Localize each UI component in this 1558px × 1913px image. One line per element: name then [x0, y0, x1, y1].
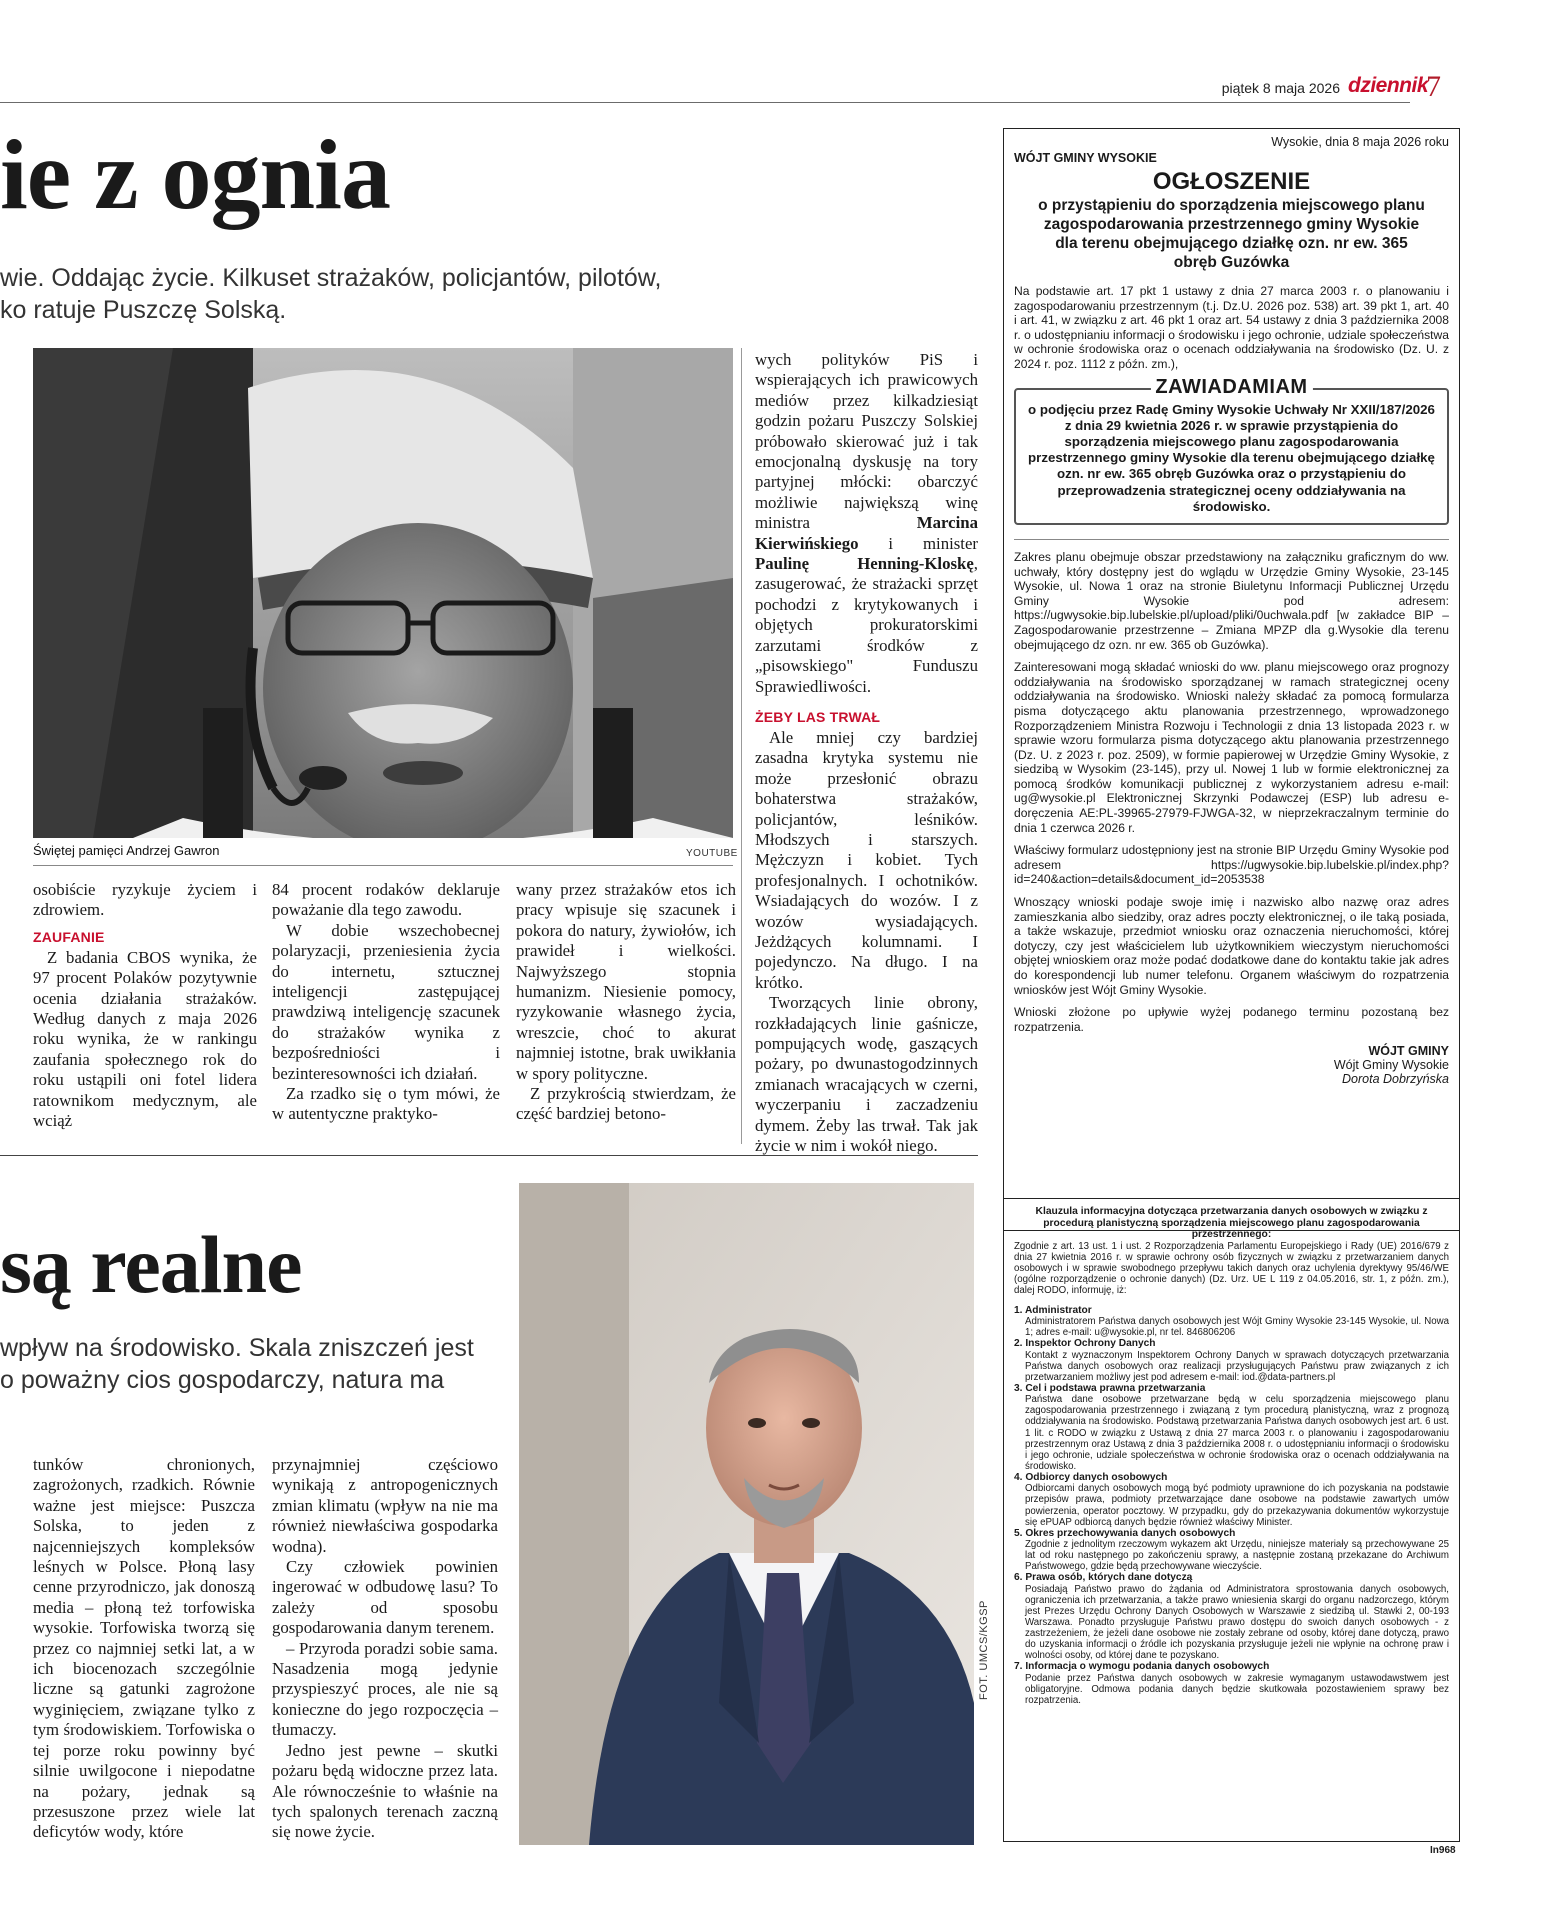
article1-deck-line2: ko ratuje Puszczę Solską. [0, 296, 287, 324]
article1-column-1 [33, 880, 257, 1131]
notice-para3: Właściwy formularz udostępniony jest na stronie BIP Urzędu Gminy Wysokie pod adresem https://ugwysokie.bip.lubelskie.pl/index.php?id=240&action=details&document_id=2053538 [1014, 843, 1449, 887]
article2-deck-line2: o poważny cios gospodarczy, natura ma [0, 1366, 445, 1394]
article1-col3-para2: Z przykrością stwierdzam, że część bardziej betono- [516, 1084, 736, 1124]
article2-deck-line1: wpływ na środowisko. Skala zniszczeń jest [0, 1334, 474, 1362]
notice-box [1014, 375, 1449, 525]
article2-headline: są realne [0, 1219, 302, 1310]
rodo-item-heading: 5. Okres przechowywania danych osobowych [1014, 1527, 1236, 1539]
article2-col2-para2: Czy człowiek powinien ingerować w odbudowę lasu? To zależy od sposobu gospodarowania danym terenem. [272, 1557, 498, 1638]
rodo-item-text: Państwa dane osobowe przetwarzane będą w celu sporządzenia miejscowego planu zagospodarowania przestrzennego i związaną z tym procedurą planistyczną, wraz z prognozą oddziaływania na środowisko. Podstawą przetwarzania Państwa danych osobowych jest art. 6 ust. 1 lit. c RODO w związku z Ustawą z dnia 27 marca 2003 r. o planowaniu i zagospodarowaniu przestrzennym oraz Ustawą z dnia 3 października 2008 r. o udostępnianiu informacji o środowisku i jego ochronie, udziale społeczeństwa w ochronie środowiska oraz o ocenach oddziaływania na środowisko. [1025, 1394, 1449, 1472]
notice-signature-name: Dorota Dobrzyńska [1342, 1072, 1449, 1087]
rodo-item-text: Posiadają Państwo prawo do żądania od Administratora sprostowania danych osobowych, ograniczenia ich przetwarzania, a także prawo wniesienia skargi do organu nadzorczego, którym jest Prezes Urzędu Ochrony Danych Osobowych w Warszawie z siedzibą ul. Stawki 2, 00-193 Warszawa. Ponadto przysługuje Państwu prawo dostępu do swoich danych osobowych - z zastrzeżeniem, że jeżeli dane osobowe nie zostały zebrane od osoby, której dane dotyczą, prawo do uzyskania informacji o źródle ich pozyskania przysługuje jeżeli nie wpłynie na ochronę praw i wolności osoby, od której dane te pozyskano. [1025, 1583, 1449, 1662]
ad-code: In968 [1430, 1845, 1456, 1856]
rodo-item-heading: 2. Inspektor Ochrony Danych [1014, 1338, 1156, 1350]
article2-column-2 [272, 1455, 498, 1843]
notice-para1: Zakres planu obejmuje obszar przedstawiony na załączniku graficznym do ww. uchwały, który dostępny jest do wglądu w Urzędzie Gminy Wysokie, 23-145 Wysokie, ul. Nowa 1 oraz na stronie Biuletynu Informacji Publicznej Urzędu Gminy Wysokie pod adresem: https://ugwysokie.bip.lubelskie.pl/upload/pliki/0uchwala.pdf [w zakładce BIP – Zagospodarowanie przestrzenne – Zmiana MPZP dla g.Wysokie dla terenu obejmującego dz ozn. nr ew. 365 ob Guzówka). [1014, 549, 1449, 652]
article1-col4-text3: , zasugerować, że strażacki sprzęt pochodzi z krytykowanych i objętych prokuratorskimi zarzutami środków z „pisowskiego" Funduszu Sprawiedliwości. [755, 554, 978, 696]
notice-signature-title: WÓJT GMINY [1368, 1044, 1449, 1059]
column-divider [741, 348, 742, 1144]
photo-caption: Świętej pamięci Andrzej Gawron [33, 843, 220, 858]
rodo-clause [1003, 1198, 1460, 1842]
firefighter-photo [33, 348, 733, 838]
rodo-item-heading: 7. Informacja o wymogu podania danych osobowych [1014, 1661, 1270, 1673]
article1-col3-para1: wany przez strażaków etos ich pracy wpisuje się szacunek i pokora do natury, żywiołów, ich prawideł i wielkości. Najwyższego stopnia humanizm. Niesienie pomocy, ryzykowanie własnego życia, wreszcie, choć to akurat najmniej istotne, brak uwikłania w spory polityczne. [516, 880, 736, 1083]
firefighter-photo-image [33, 348, 733, 838]
article1-column-2 [272, 880, 500, 1125]
notice-box-text: o podjęciu przez Radę Gminy Wysokie Uchwały Nr XXII/187/2026 z dnia 29 kwietnia 2026 r. w sprawie przystąpienia do sporządzenia miejscowego planu zagospodarowania przestrzennego gminy Wysokie dla terenu obejmującego działkę ozn. nr ew. 365 obręb Guzówka oraz o przystąpieniu do przeprowadzenia strategicznej oceny oddziaływania na środowisko. [1028, 401, 1435, 514]
notice-para4: Wnoszący wnioski podaje swoje imię i nazwisko albo nazwę oraz adres zamieszkania albo siedziby, oraz adres poczty elektronicznej, o ile taką posiada, a także wskazuje, przedmiot wniosku oraz oznaczenia nieruchomości, której dotyczy, czy jest właścicielem lub użytkownikiem wieczystym nieruchomości objętej wnioskiem oraz może podać dodatkowe dane do kontaktu takie jak adres do korespondencji lub numer telefonu. Organem właściwym do rozpatrzenia wniosków jest Wójt Gminy Wysokie. [1014, 895, 1449, 997]
article2-column-1 [33, 1455, 255, 1843]
rodo-intro: Zgodnie z art. 13 ust. 1 i ust. 2 Rozporządzenia Parlamentu Europejskiego i Rady (UE) 2016/679 z dnia 27 kwietnia 2016 r. w sprawie ochrony osób fizycznych w związku z przetwarzaniem danych osobowych i w sprawie swobodnego przepływu takich danych oraz uchylenia dyrektywy 95/46/WE (ogólne rozporządzenie o ochronie danych) (Dz. Urz. UE L 119 z 04.05.2016, str. 1, z późn. zm.), dalej RODO, informuję, iż: [1014, 1241, 1449, 1297]
article2-col2-para3: – Przyroda poradzi sobie sama. Nasadzenia mogą jedynie przyspieszyć proces, ale nie są konieczne do jego rozpoczęcia – tłumaczy. [272, 1638, 498, 1740]
article1-col4-para2: Ale mniej czy bardziej zasadna krytyka systemu nie może przesłonić obrazu bohaterstwa strażaków, policjantów, leśników. Młodszych i starszych. Mężczyzn i kobiet. Tych profesjonalnych. I ochotników. Wsiadających do wozów. I z wozów wysiadających. Jeżdżących kolumnami. I pojedynczo. Na długo. I na krótko. [755, 727, 978, 992]
caption-rule [33, 865, 733, 866]
rodo-item-heading: 3. Cel i podstawa prawna przetwarzania [1014, 1382, 1206, 1394]
rodo-item-text: Administratorem Państwa danych osobowych jest Wójt Gminy Wysokie 23-145 Wysokie, ul. Nowa 1; adres e-mail: u@wysokie.pl, nr tel. 846806206 [1025, 1315, 1449, 1339]
article1-col4-text1: wych polityków PiS i wspierających ich prawicowych mediów przez kilkadziesiąt godzin pożaru Puszczy Solskiej próbowało skierować już i tak emocjonalną dyskusję na tory partyjnej młócki: obarczyć możliwie największą winę ministra [755, 350, 978, 533]
header-rule [0, 102, 1410, 103]
page-number: 7 [1426, 70, 1441, 103]
notice-intro: Na podstawie art. 17 pkt 1 ustawy z dnia 27 marca 2003 r. o planowaniu i zagospodarowaniu przestrzennym (t.j. Dz.U. 2026 poz. 538) art. 39 pkt 1, art. 40 i art. 41, w związku z art. 46 pkt 1 oraz art. 54 ustawy z dnia 3 października 2008 r. o udostępnianiu informacji o środowisku i jego ochronie, udziale społeczeństwa w ochronie środowiska oraz o ocenach oddziaływania na środowisko (Dz. U. z 2024 r. poz. 1112 z późn. zm.), [1014, 284, 1449, 371]
rodo-item-text: Kontakt z wyznaczonym Inspektorem Ochrony Danych w sprawach dotyczących przetwarzania Państwa danych osobowych oraz realizacji przysługujących Państwu praw związanych z ich przetwarzaniem możliwy jest pod adresem e-mail: iod.@data-partners.pl [1025, 1349, 1449, 1383]
public-notice [1003, 128, 1460, 1231]
article2-col2-para1: przynajmniej częściowo wynikają z antropogenicznych zmian klimatu (wpływ na nie ma również niewłaściwa gospodarka wodna). [272, 1455, 498, 1556]
expert-photo [519, 1183, 974, 1845]
article1-col4-name1: Marcina Kierwińskiego [755, 513, 978, 553]
newspaper-logo: dziennik [1348, 74, 1429, 97]
article1-col4-name2: Paulinę Henning-Kloskę [755, 554, 974, 574]
notice-subtitle: o przystąpieniu do sporządzenia miejscowego planu zagospodarowania przestrzennego gminy Wysokie dla terenu obejmującego działkę ozn. nr ew. 365 obręb Guzówka [1038, 197, 1425, 271]
article1-col2-para1: 84 procent rodaków deklaruje poważanie dla tego zawodu. [272, 880, 500, 920]
article-separator [0, 1155, 978, 1156]
notice-signature-role: Wójt Gminy Wysokie [1333, 1058, 1449, 1073]
rodo-item-heading: 1. Administrator [1014, 1304, 1092, 1316]
notice-divider [1014, 539, 1449, 540]
rodo-item-text: Odbiorcami danych osobowych mogą być podmioty uprawnione do ich pozyskania na podstawie przepisów prawa, podmioty przetwarzające dane osobowe na podstawie zawartych umów powierzenia, operator pocztowy. W przypadku, gdy do przekazywania dokumentów wykorzystuje się ePUAP odbiorcą danych będzie również właściwy Minister. [1025, 1483, 1449, 1528]
article2-col1-para1: tunków chronionych, zagrożonych, rzadkich. Równie ważne jest miejsce: Puszcza Solska, to jeden z najcenniejszych kompleksów leśnych w Polsce. Płoną lasy cenne przyrodniczo, jak donoszą media – płoną też torfowiska wysokie. Torfowiska tworzą się przez co najmniej setki lat, a w ich biocenozach szczególnie liczne są gatunki zagrożone wyginięciem, związane tylko z tym środowiskiem. Torfowiska o tej porze roku powinny być silnie uwilgocone i niepodatne na pożary, jednak są przesuszone przez wiele lat deficytów wody, które [33, 1455, 255, 1842]
issue-date: piątek 8 maja 2026 [1221, 80, 1340, 96]
article1-col4-para3: Tworzących linie obrony, rozkładających linie gaśnicze, pompujących wodę, gaszących pożary, po dwunastogodzinnych zmianach wracających w czerni, wyczerpaniu i zaczadzeniu dymem. Żeby las trwał. Tak jak życie w nim i wokół niego. [755, 993, 978, 1156]
article1-column-3 [516, 880, 736, 1125]
rodo-item-heading: 4. Odbiorcy danych osobowych [1014, 1471, 1168, 1483]
notice-para2: Zainteresowani mogą składać wnioski do ww. planu miejscowego oraz prognozy oddziaływania na środowisko sporządzanej w ramach strategicznej oceny oddziaływania na środowisko. Wnioski należy składać za pomocą formularza pisma dotyczącego aktu planowania przestrzennego, wprowadzonego Rozporządzeniem Ministra Rozwoju i Technologii z dnia 13 listopada 2023 r. w sprawie wzoru formularza pisma dotyczącego aktu planowania przestrzennego (Dz. U. z 2023 r. poz. 2509), w formie papierowej w Urzędzie Gminy Wysokie, z siedzibą w Wysokim (23-145), przy ul. Nowej 1 lub w formie elektronicznej za pomocą środków komunikacji publicznej z wykorzystaniem adresu e-mail: ug@wysokie.pl Elektronicznej Skrzynki Podawczej (ESP) lub adresu e-doręczenia AE:PL-39965-27979-FJWGA-32, w nieprzekraczalnym terminie do dnia 1 czerwca 2026 r. [1014, 660, 1449, 835]
article1-col4-text2: i minister [858, 533, 978, 553]
notice-box-heading: ZAWIADAMIAM [1150, 376, 1312, 399]
rodo-item-text: Podanie przez Państwa danych osobowych w zakresie wymaganym ustawodawstwem jest obligatoryjne. Odmowa podania danych będzie skutkowała pozostawieniem sprawy bez rozpatrzenia. [1025, 1672, 1449, 1707]
rodo-list [1014, 1305, 1449, 1707]
article1-deck-line1: wie. Oddając życie. Kilkuset strażaków, policjantów, pilotów, [0, 264, 662, 292]
rodo-title: Klauzula informacyjna dotycząca przetwarzania danych osobowych w związku z procedurą planistyczną sporządzenia miejscowego planu zagospodarowania przestrzennego: [1035, 1206, 1428, 1241]
subhead-zeby-las-trwal: ŻEBY LAS TRWAŁ [755, 708, 881, 725]
rodo-item-heading: 6. Prawa osób, których dane dotyczą [1014, 1572, 1193, 1584]
rodo-item-text: Zgodnie z jednolitym rzeczowym wykazem akt Urzędu, niniejsze materiały są przechowywane 25 lat od roku następnego po zakończeniu sprawy, a następnie zostaną przekazane do Archiwum Państwowego, gdzie będą przechowywane wieczyście. [1025, 1539, 1449, 1573]
article1-col1-para2: Z badania CBOS wynika, że 97 procent Polaków pozytywnie ocenia działania strażaków. Według danych z maja 2026 roku wynika, że w rankingu zaufania społecznego rok do roku ustąpili oni fotel lidera ratownikom medycznym, ale wciąż [33, 947, 257, 1131]
subhead-zaufanie: ZAUFANIE [33, 928, 105, 945]
article1-col2-para3: Za rzadko się o tym mówi, że w autentyczne praktyko- [272, 1084, 500, 1124]
notice-para5: Wnioski złożone po upływie wyżej podanego terminu pozostaną bez rozpatrzenia. [1014, 1005, 1449, 1034]
notice-title: OGŁOSZENIE [1152, 168, 1311, 195]
article1-headline: ie z ognia [0, 119, 390, 230]
article1-column-4 [755, 350, 978, 1156]
notice-place-date: Wysokie, dnia 8 maja 2026 roku [1271, 135, 1449, 149]
article1-col2-para2: W dobie wszechobecnej polaryzacji, przeniesienia życia do internetu, sztucznej inteligencji zastępującej prawdziwą inteligencję szacunek do strażaków wynika z bezpośredniości i bezinteresowności ich działań. [272, 920, 500, 1083]
article1-col1-para1: osobiście ryzykuje życiem i zdrowiem. [33, 880, 257, 920]
notice-issuer: WÓJT GMINY WYSOKIE [1014, 151, 1157, 165]
article2-col2-para4: Jedno jest pewne – skutki pożaru będą widoczne przez lata. Ale równocześnie to właśnie na tych spalonych terenach zaczną się nowe życie. [272, 1740, 498, 1842]
photo-credit: YOUTUBE [686, 848, 738, 859]
expert-photo-image [519, 1183, 974, 1845]
photo-credit-2: FOT. UMCS/KGSP [978, 1600, 990, 1700]
